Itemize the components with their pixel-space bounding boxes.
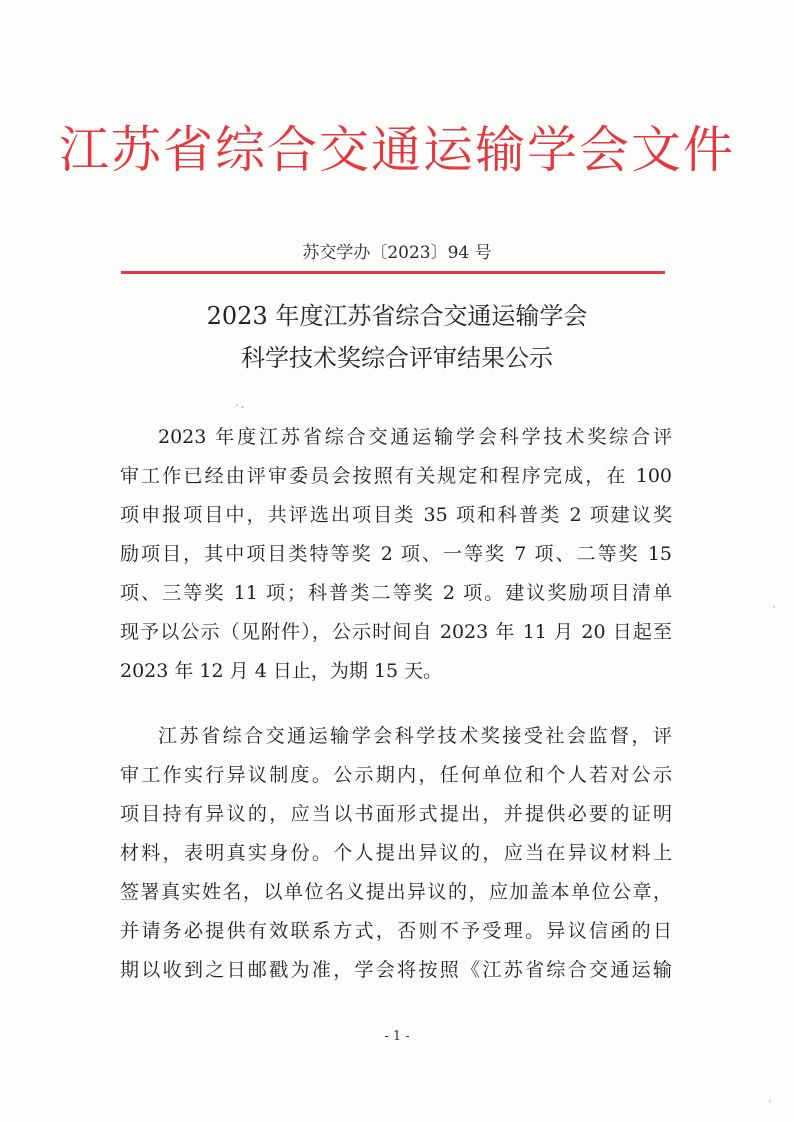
paragraph-1-line: 审工作已经由评审委员会按照有关规定和程序完成，在 100 (120, 465, 672, 487)
paragraph-1-line: 2023 年 12 月 4 日止，为期 15 天。 (120, 660, 443, 682)
scan-speck (773, 606, 775, 608)
paragraph-1-line: 2023 年度江苏省综合交通运输学会科学技术奖综合评 (158, 426, 672, 448)
paragraph-2-line: 项目持有异议的，应当以书面形式提出，并提供必要的证明 (120, 803, 672, 825)
paragraph-2-line: 并请务必提供有效联系方式，否则不予受理。异议信函的日 (120, 920, 672, 942)
paragraph-2-line: 审工作实行异议制度。公示期内，任何单位和个人若对公示 (120, 764, 672, 786)
paragraph-2-line: 材料，表明真实身份。个人提出异议的，应当在异议材料上 (120, 842, 672, 864)
document-number: 苏交学办〔2023〕94 号 (302, 243, 492, 263)
paragraph-2-line: 签署真实姓名，以单位名义提出异议的，应加盖本单位公章， (120, 881, 672, 903)
paragraph-2-line: 江苏省综合交通运输学会科学技术奖接受社会监督，评 (158, 725, 672, 747)
masthead-title: 江苏省综合交通运输学会文件 (59, 121, 735, 179)
paragraph-1-line: 项申报项目中，共评选出项目类 35 项和科普类 2 项建议奖 (120, 504, 672, 526)
scan-speck (236, 404, 238, 406)
scan-speck (769, 1100, 771, 1102)
document-title-line-1: 2023 年度江苏省综合交通运输学会 (206, 302, 588, 330)
scan-speck (241, 406, 244, 408)
page-number: - 1 - (384, 1029, 410, 1044)
paragraph-1-line: 励项目，其中项目类特等奖 2 项、一等奖 7 项、二等奖 15 (120, 543, 672, 565)
paragraph-2-line: 期以收到之日邮戳为准，学会将按照《江苏省综合交通运输 (120, 959, 672, 981)
document-title-line-2: 科学技术奖综合评审结果公示 (241, 344, 553, 372)
paragraph-1-line: 项、三等奖 11 项；科普类二等奖 2 项。建议奖励项目清单 (120, 582, 672, 604)
paragraph-1-line: 现予以公示（见附件），公示时间自 2023 年 11 月 20 日起至 (120, 621, 672, 643)
red-separator-line (121, 271, 665, 274)
